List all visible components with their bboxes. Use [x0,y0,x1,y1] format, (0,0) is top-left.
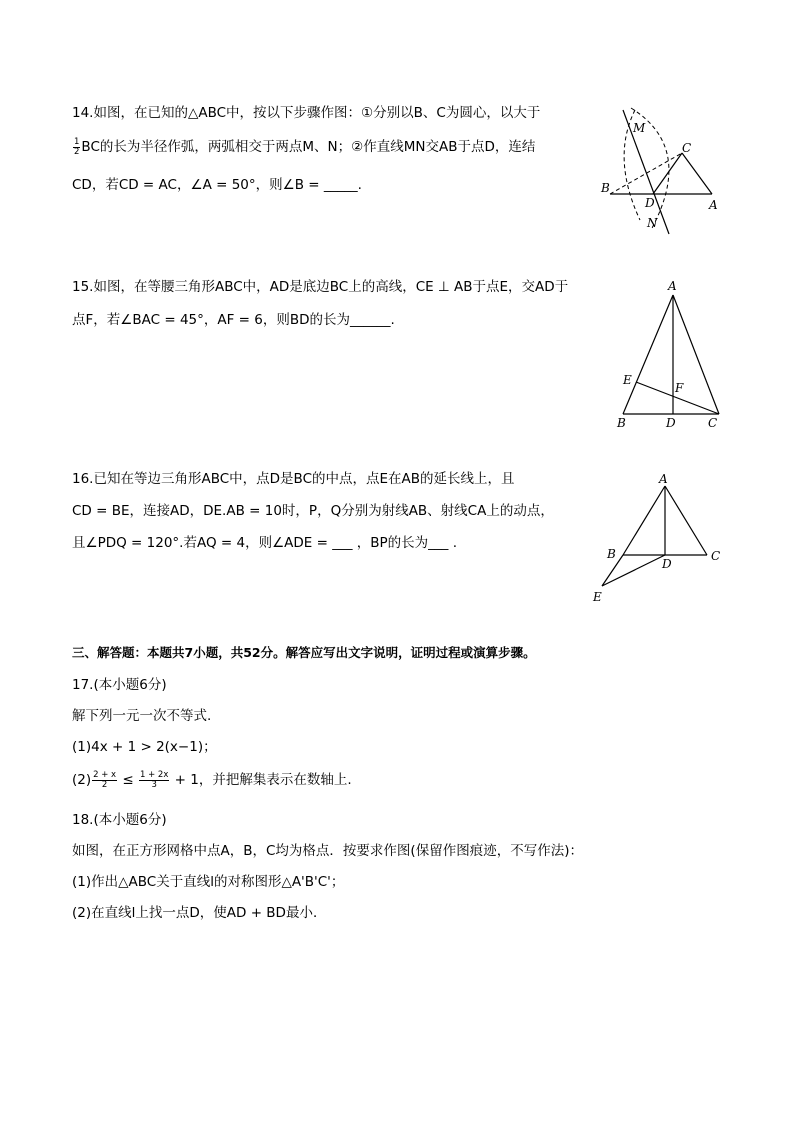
q17-intro: 解下列一元一次不等式. [72,708,212,724]
fraction-2-denominator: 3 [151,779,157,790]
q18-intro: 如图，在正方形网格中点A，B，C均为格点．按要求作图(保留作图痕迹，不写作法)： [72,843,583,859]
label-f: F [675,381,684,395]
q18-header: 18.(本小题6分) [72,812,167,828]
leq-sign: ≤ [122,772,134,788]
q16-line-2: CD = BE，连接AD，DE.AB = 10时，P，Q分别为射线AB、射线CA上的动点， [72,503,554,519]
label-c: C [682,141,692,155]
label-b: B [601,181,610,195]
segment-ca [682,153,712,194]
q17-part-2-prefix: (2) [72,772,92,788]
segment-ac [673,295,719,414]
q15-line-2: 点F，若∠BAC = 45°，AF = 6，则BD的长为______. [72,312,395,328]
label-e: E [623,373,632,387]
label-c: C [708,416,718,430]
q14-line-2-text: BC的长为半径作弧，两弧相交于两点M、N；②作直线MN交AB于点D，连结 [81,139,536,155]
half-denominator: 2 [74,146,80,157]
label-a: A [709,198,718,212]
label-b: B [607,547,616,561]
half-numerator: 1 [74,136,80,147]
label-d: D [666,416,676,430]
q18-part-2: (2)在直线l上找一点D，使AD + BD最小． [72,905,327,921]
label-a: A [668,279,677,293]
q16-line-1: 16.已知在等边三角形ABC中，点D是BC的中点，点E在AB的延长线上，且 [72,471,515,487]
label-n: N [647,216,658,230]
q15-line-1: 15.如图，在等腰三角形ABC中，AD是底边BC上的高线，CE ⊥ AB于点E，交AD于 [72,279,569,295]
q16-line-3: 且∠PDQ = 120°.若AQ = 4，则∠ADE = ___ ，BP的长为___ . [72,535,458,551]
q14-diagram [595,100,730,240]
q14-line-2 [72,137,535,157]
q16-diagram [585,468,730,608]
segment-ac [665,486,707,555]
q16-figure [585,468,730,612]
q15-diagram [605,275,735,435]
label-e: E [593,590,602,604]
q17-part-2 [72,770,352,790]
fraction-2-numerator: 1 + 2x [140,769,169,780]
segment-ab [623,486,665,555]
line-mn [623,110,669,234]
label-d: D [662,557,672,571]
fraction-1 [92,771,117,790]
label-a: A [659,472,668,486]
q17-part-2-suffix: + 1，并把解集表示在数轴上. [174,772,352,788]
fraction-2 [139,771,169,790]
label-d: D [645,196,655,210]
label-m: M [633,121,646,135]
q14-line-3: CD，若CD = AC，∠A = 50°，则∠B = _____. [72,177,362,193]
q17-part-1: (1)4x + 1 > 2(x−1)； [72,739,217,755]
q15-figure [605,275,735,439]
half-fraction [73,138,80,157]
q14-figure [595,100,730,244]
fraction-1-denominator: 2 [101,779,108,790]
q17-header: 17.(本小题6分) [72,677,167,693]
q14-line-1: 14.如图，在已知的△ABC中，按以下步骤作图：①分别以B、C为圆心，以大于 [72,105,541,121]
q18-part-1: (1)作出△ABC关于直线l的对称图形△A'B'C'； [72,874,345,890]
section-3-heading: 三、解答题：本题共7小题，共52分。解答应写出文字说明，证明过程或演算步骤。 [72,645,536,660]
label-b: B [617,416,626,430]
segment-ab [623,295,673,414]
label-c: C [711,549,721,563]
fraction-1-numerator: 2 + x [93,769,117,780]
